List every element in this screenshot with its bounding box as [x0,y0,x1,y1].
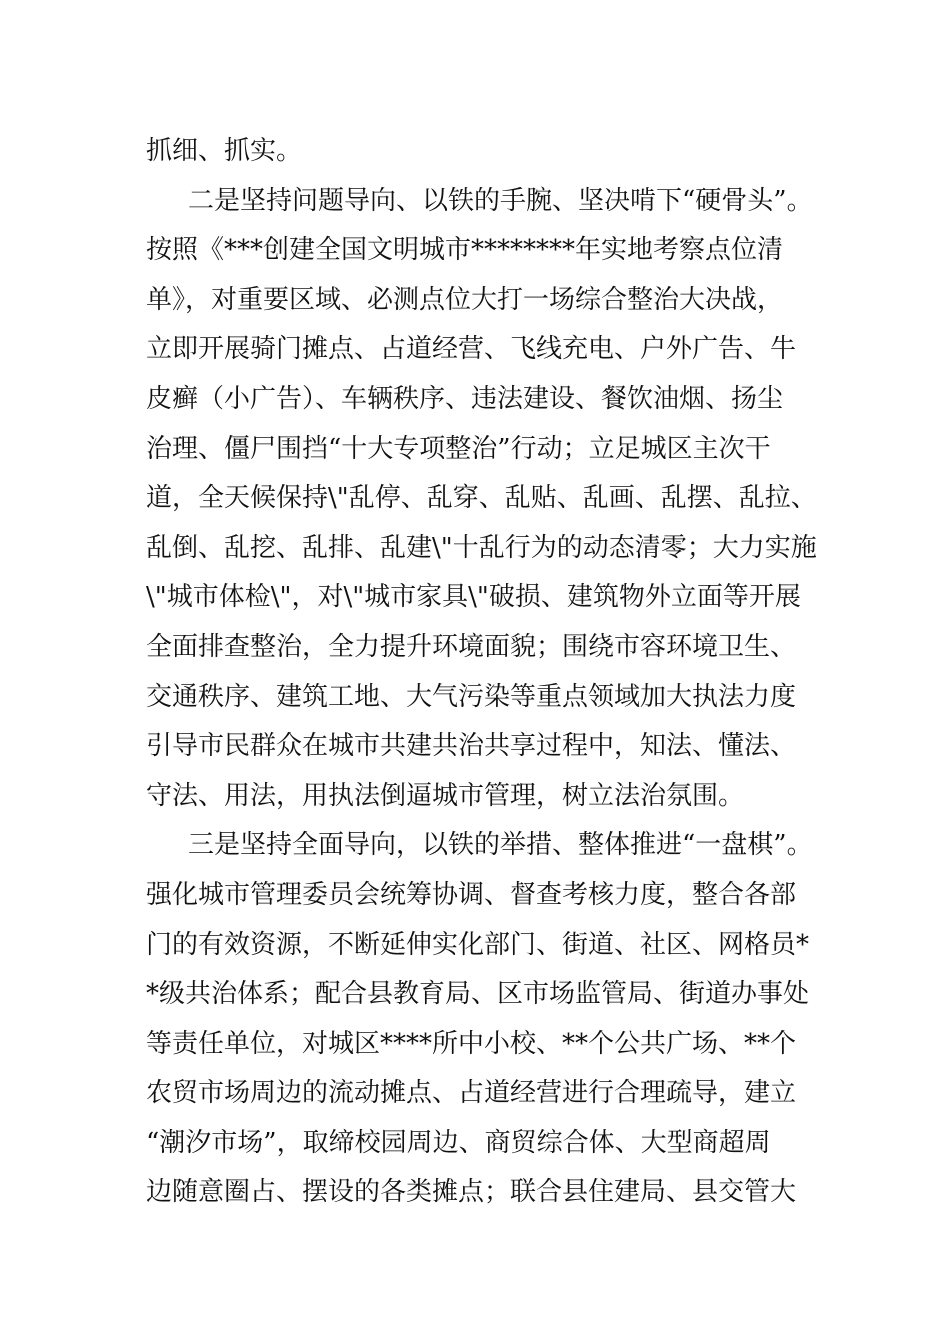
text-line: 单》，对重要区域、必测点位大打一场综合整治大决战， [146,284,784,315]
text-line: 治理、僵尸围挡“十大专项整治”行动；立足城区主次干 [146,433,771,464]
text-line: 强化城市管理委员会统筹协调、督查考核力度，整合各部 [146,879,797,910]
text-line: *级共治体系；配合县教育局、区市场监管局、街道办事处 [146,979,810,1010]
text-line: 守法、用法，用执法倒逼城市管理，树立法治氛围。 [146,780,745,811]
text-line: 边随意圈占、摆设的各类摊点；联合县住建局、县交管大 [146,1177,797,1208]
text-line: \"城市体检\"，对\"城市家具\"破损、建筑物外立面等开展 [146,582,801,613]
text-line: 道，全天候保持\"乱停、乱穿、乱贴、乱画、乱摆、乱拉、 [146,483,817,514]
paragraph-start-line: 三是坚持全面导向，以铁的举措、整体推进“一盘棋”。 [188,830,813,861]
text-line: “潮汐市场”，取缔校园周边、商贸综合体、大型商超周 [146,1127,771,1158]
text-line: 立即开展骑门摊点、占道经营、飞线充电、户外广告、牛 [146,334,797,365]
document-body [146,127,836,1218]
text-line: 门的有效资源，不断延伸实化部门、街道、社区、网格员* [146,929,810,960]
text-line: 皮癣（小广告）、车辆秩序、违法建设、餐饮油烟、扬尘 [146,383,784,414]
text-line: 按照《***创建全国文明城市********年实地考察点位清 [146,235,784,266]
text-line: 全面排查整治，全力提升环境面貌；围绕市容环境卫生、 [146,631,797,662]
text-line: 交通秩序、建筑工地、大气污染等重点领域加大执法力度 [146,681,797,712]
text-line: 乱倒、乱挖、乱排、乱建\"十乱行为的动态清零；大力实施 [146,532,817,563]
text-line: 抓细、抓实。 [146,136,303,166]
text-line: 引导市民群众在城市共建共治共享过程中，知法、懂法、 [146,731,797,762]
text-line: 等责任单位，对城区****所中小校、**个公共广场、**个 [146,1028,797,1059]
text-line: 农贸市场周边的流动摊点、占道经营进行合理疏导，建立 [146,1078,797,1109]
paragraph-start-line: 二是坚持问题导向、以铁的手腕、坚决啃下“硬骨头”。 [188,185,813,216]
